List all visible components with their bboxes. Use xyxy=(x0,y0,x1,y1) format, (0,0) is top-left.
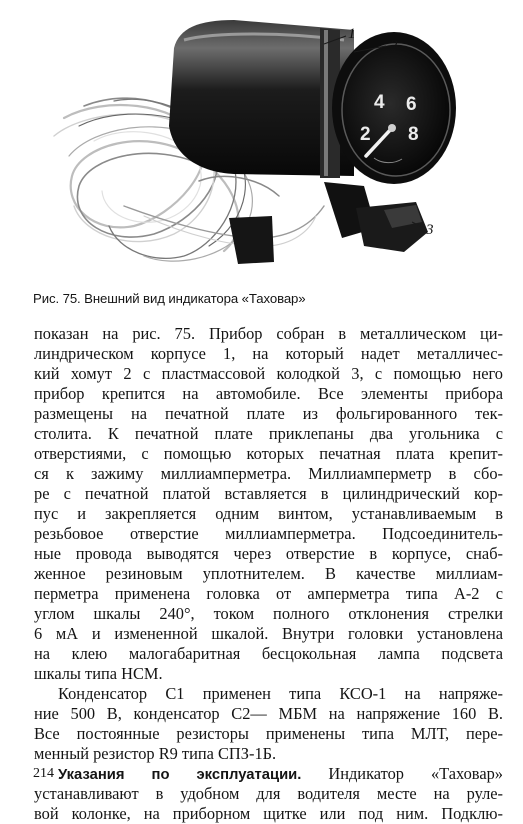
dial-mark-8: 8 xyxy=(408,124,419,145)
dial-mark-4: 4 xyxy=(374,92,385,113)
text-line: Конденсатор C1 применен типа КСО-1 на напряже- xyxy=(58,684,503,703)
text-line: перметра применена головка от амперметра типа А-2 с xyxy=(34,584,503,603)
figure-75-photo xyxy=(24,6,500,288)
text-line: ре с печатной платой вставляется в цилиндрический кор- xyxy=(34,484,503,503)
text-line: ные провода выводятся через отверстие в корпусе, снаб- xyxy=(34,544,503,563)
text-line: вой колонке, на приборном щитке или под ним. Подклю- xyxy=(34,804,503,823)
paragraph-description xyxy=(34,324,503,684)
paragraph-components xyxy=(34,684,503,764)
section-heading: Указания по эксплуатации. xyxy=(58,767,302,783)
body-text xyxy=(34,324,503,824)
page-number: 214 xyxy=(33,766,54,781)
text-run: Индикатор «Таховар» xyxy=(328,764,503,783)
wire-connector xyxy=(229,216,274,264)
text-line: ся к зажиму миллиамперметра. Миллиамперметр в сбо- xyxy=(34,464,503,483)
text-line: углом шкалы 240°, током полного отклонения стрелки xyxy=(34,604,503,623)
callout-3: 3 xyxy=(426,222,434,238)
text-line: менный резистор R9 типа СПЗ-1Б. xyxy=(34,744,277,763)
text-line: на клею малогабаритная бесцокольная лампа подсвета xyxy=(34,644,503,663)
text-line: линдрическом корпусе 1, на который надет металличес- xyxy=(34,344,503,363)
callout-2: 2 xyxy=(390,38,398,54)
text-line: резьбовое отверстие миллиамперметра. Подсоединитель- xyxy=(34,524,503,543)
text-line: шкалы типа НСМ. xyxy=(34,664,163,683)
text-line: прибор крепится на автомобиле. Все элементы прибора xyxy=(34,384,503,403)
text-line: размещены на печатной плате из фольгированного тек- xyxy=(34,404,503,423)
text-line: Все постоянные резисторы применены типа МЛТ, пере- xyxy=(34,724,503,743)
tachometer-photo-illustration xyxy=(24,6,500,288)
text-line: устанавливают в удобном для водителя месте на руле- xyxy=(34,784,503,803)
text-line: отверстиями, с помощью которых печатная плата крепит- xyxy=(34,444,503,463)
text-line-with-heading xyxy=(34,764,503,784)
text-line: кий хомут 2 с пластмассовой колодкой 3, с помощью него xyxy=(34,364,503,383)
text-line: ние 500 В, конденсатор C2— МБМ на напряжение 160 В. xyxy=(34,704,503,723)
dial-mark-6: 6 xyxy=(406,94,417,115)
dial-mark-2: 2 xyxy=(360,124,371,145)
text-line: женное резиновым уплотнителем. В качестве миллиам- xyxy=(34,564,503,583)
figure-caption: Рис. 75. Внешний вид индикатора «Таховар» xyxy=(33,291,306,306)
text-line: показан на рис. 75. Прибор собран в металлическом ци- xyxy=(34,324,503,343)
paragraph-operation xyxy=(34,764,503,824)
text-line: 6 мА и измененной шкалой. Внутри головки установлена xyxy=(34,624,503,643)
callout-1: 1 xyxy=(348,26,356,42)
text-line: пус и закрепляется одним винтом, устанавливаемым в xyxy=(34,504,503,523)
text-line: столита. К печатной плате приклепаны два угольника с xyxy=(34,424,503,443)
